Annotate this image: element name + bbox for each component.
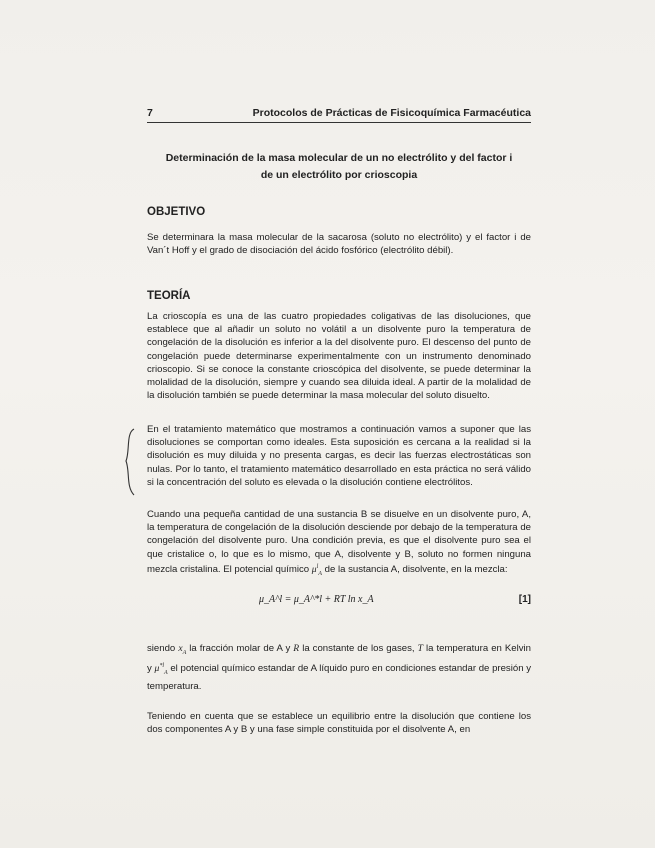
paragraph-4-text-a: siendo: [147, 643, 176, 654]
teoria-paragraph-4: [147, 642, 531, 694]
document-title-line-1: Determinación de la masa molecular de un no electrólito y del factor i: [165, 152, 513, 164]
t-symbol: T: [417, 643, 423, 654]
page-number: 7: [147, 107, 153, 119]
paragraph-3-text-a: Cuando una pequeña cantidad de una sustancia B se disuelve en un disolvente puro, A, la temperatura de congelación de la disolución desciende por debajo de la temperatura de congelación del disolvente puro. Una condición previa, es que el disolvente puro sea el que cristalice o, lo que es lo mismo, que A, disolvente y B, soluto no formen ninguna mezcla cristalina. El potencial químico: [147, 509, 531, 575]
objetivo-paragraph: Se determinara la masa molecular de la sacarosa (soluto no electrólito) y el factor i de Van´t Hoff y el grado de disociación del ácido fosfórico (electrólito débil).: [147, 232, 531, 257]
paragraph-4-text-c: la constante de los gases,: [302, 643, 415, 654]
paragraph-3-text-b: de la sustancia A, disolvente, en la mezcla:: [324, 564, 508, 575]
formula-text: μ_A^l = μ_A^*l + RT ln x_A: [259, 594, 374, 605]
header-rule: [147, 122, 531, 123]
teoria-paragraph-3: [147, 508, 531, 581]
handwritten-brace-mark: [120, 427, 138, 497]
document-title-line-2: de un electrólito por crioscopia: [260, 169, 418, 181]
equation-1: [147, 594, 531, 614]
mu-a-l-symbol: $\mu^l_A$: [311, 563, 322, 577]
paragraph-4-text-d: la temperatura en Kelvin y: [147, 643, 532, 675]
teoria-heading: TEORÍA: [147, 290, 191, 302]
r-symbol: R: [293, 643, 300, 654]
teoria-paragraph-2: En el tratamiento matemático que mostramos a continuación vamos a suponer que las disoluciones se comportan como ideales. Esta suposición es cercana a la realidad si la disolución es muy diluida y no presenta cargas, es decir las fuerzas electrostáticas son nulas. Por lo tanto, el tratamiento matemático desarrollado en esta práctica no será válido si la concentración del soluto es elevada o la disolución contiene electrólitos.: [147, 424, 531, 488]
objetivo-heading: OBJETIVO: [147, 206, 206, 218]
running-title: Protocolos de Prácticas de Fisicoquímica Farmacéutica: [252, 107, 531, 119]
paragraph-4-text-b: la fracción molar de A y: [189, 643, 291, 654]
mu-star-symbol: $\mu^{*l}_A$: [154, 663, 168, 677]
equation-number: [1]: [518, 594, 531, 605]
teoria-paragraph-5: Teniendo en cuenta que se establece un equilibrio entre la disolución que contiene los dos componentes A y B y una fase simple constituida por el disolvente A, en: [147, 711, 531, 736]
x-a-symbol: $x_A$: [178, 643, 187, 656]
teoria-paragraph-1: La crioscopía es una de las cuatro propiedades coligativas de las disoluciones, que establece que al añadir un soluto no volátil a un disolvente puro la temperatura de congelación de la disolución es inferior a la del disolvente puro. El descenso del punto de congelación puede determinarse experimentalmente con un instrumento denominado crioscopio. Si se conoce la constante crioscópica del disolvente, se puede determinar la molalidad de la disolución, siempre y cuando sea diluida ideal. A partir de la molalidad de la disolución también se puede determinar la masa molecular del soluto disuelto.: [147, 311, 531, 402]
paragraph-4-text-e: el potencial químico estandar de A líquido puro en condiciones estandar de presión y temperatura.: [147, 663, 532, 693]
